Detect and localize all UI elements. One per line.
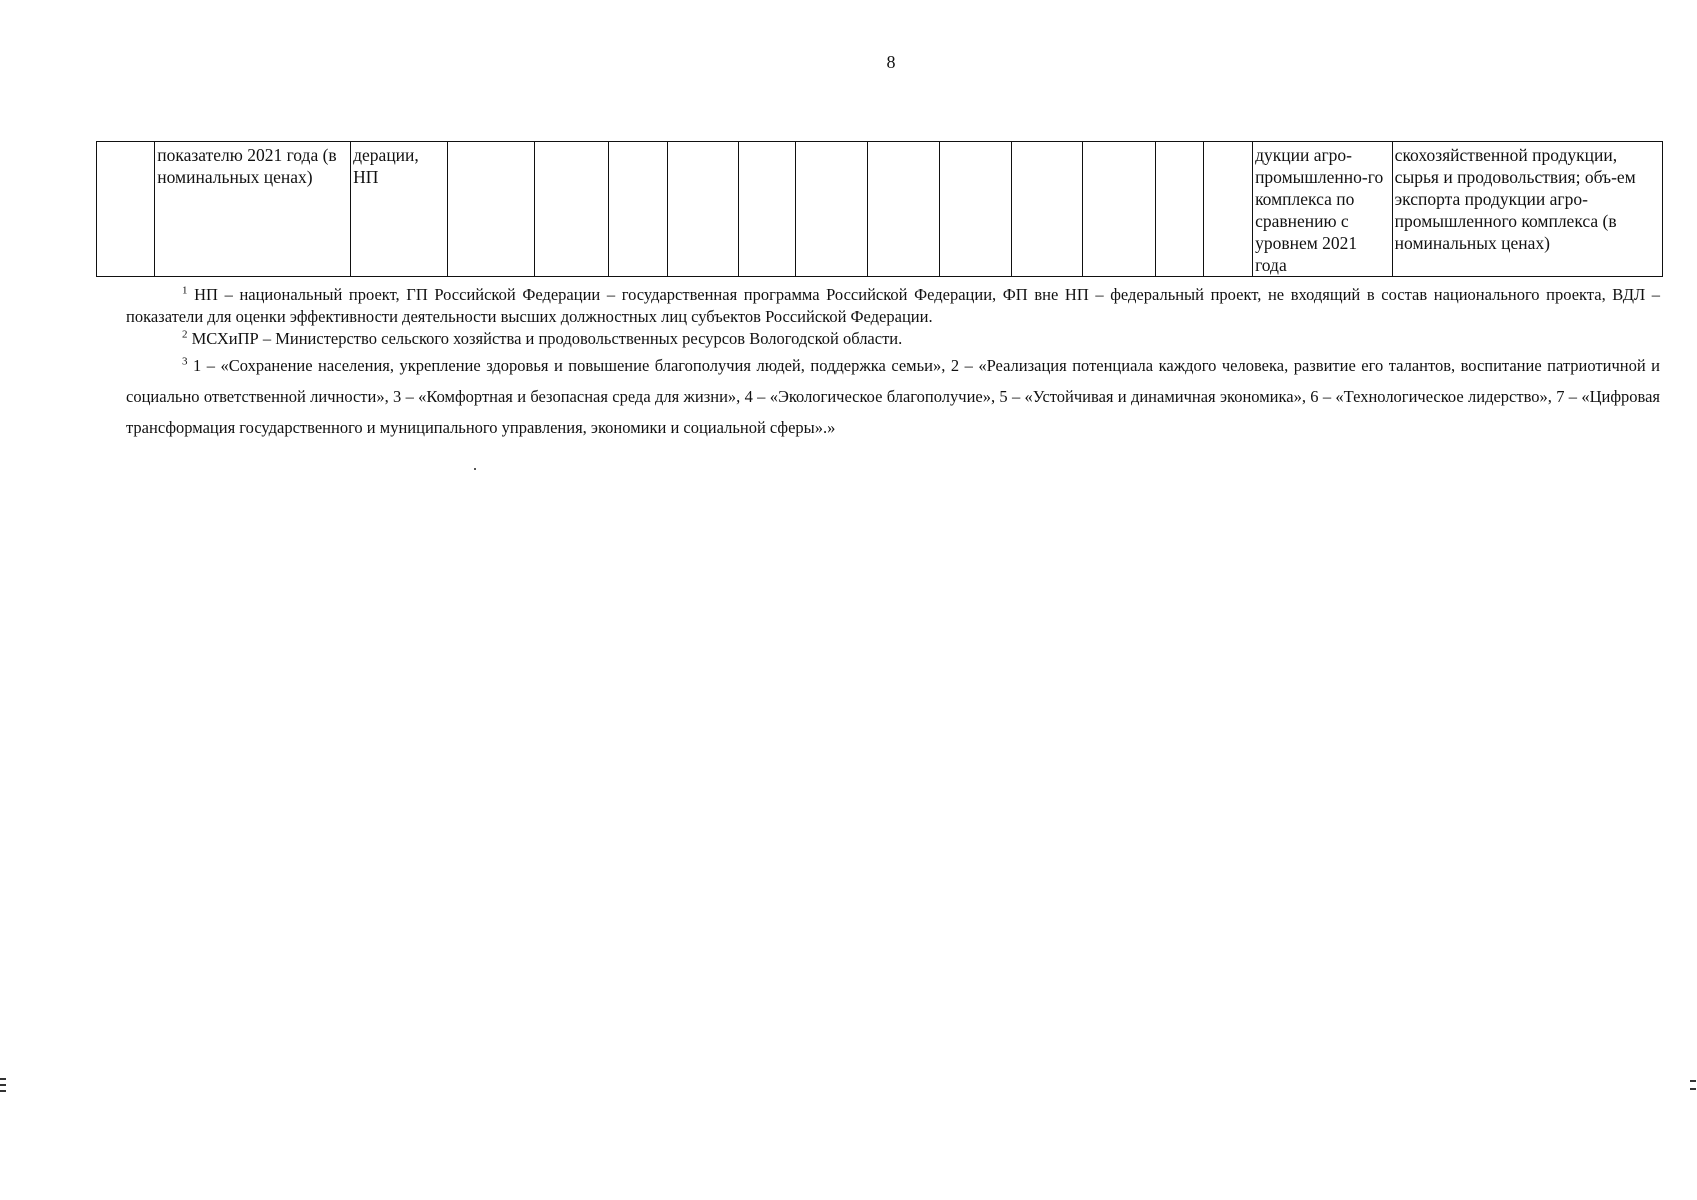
table-cell-year-value bbox=[738, 142, 795, 277]
footnote-text: 1 – «Сохранение населения, укрепление здоровья и повышение благополучия людей, поддержка семьи», 2 – «Реализация потенциала каждого человека, развитие его талантов, воспитание патриотичной и социально ответственной личности», 3 – «Комфортная и безопасная среда для жизни», 4 – «Экологическое благополучие», 5 – «Устойчивая и динамичная экономика», 6 – «Технологическое лидерство», 7 – «Цифровая трансформация государственного и муниципального управления, экономики и социальной сферы».» bbox=[126, 356, 1660, 437]
table-cell-indicator: показателю 2021 года (в номинальных ценах) bbox=[155, 142, 351, 277]
table-cell-level: дерации, НП bbox=[351, 142, 447, 277]
table-cell-year-value bbox=[1012, 142, 1083, 277]
table-cell-unit bbox=[447, 142, 534, 277]
page-number: 8 bbox=[886, 52, 896, 72]
table-cell-information-system: скохозяйственной продукции, сырья и продовольствия; объ-ем экспорта продукции агро-промышленного комплекса (в номинальных ценах) bbox=[1392, 142, 1662, 277]
table-container bbox=[96, 141, 1663, 277]
scan-margin-mark bbox=[0, 1078, 6, 1080]
footnote-text: МСХиПР – Министерство сельского хозяйства и продовольственных ресурсов Вологодской области. bbox=[191, 329, 903, 348]
table-cell-year-value bbox=[939, 142, 1011, 277]
table-cell-linked-indicator: дукции агро-промышленно-го комплекса по сравнению с уровнем 2021 года bbox=[1253, 142, 1393, 277]
scan-speck bbox=[474, 468, 476, 470]
table-cell-base-value bbox=[534, 142, 608, 277]
table-cell-goal bbox=[1203, 142, 1252, 277]
scan-margin-mark bbox=[1690, 1088, 1696, 1090]
table-cell-year-value bbox=[868, 142, 939, 277]
footnote-3 bbox=[126, 350, 1660, 443]
table-cell-responsible bbox=[1155, 142, 1203, 277]
table-cell-year-value bbox=[667, 142, 738, 277]
table-row bbox=[97, 142, 1663, 277]
footnote-text: НП – национальный проект, ГП Российской Федерации – государственная программа Российской Федерации, ФП вне НП – федеральный проект, не входящий в состав национального проекта, ВДЛ – показатели для оценки эффективности деятельности высших должностных лиц субъектов Российской Федерации. bbox=[126, 285, 1661, 326]
footnote-mark: 2 bbox=[182, 328, 188, 341]
table-cell-year-value bbox=[1083, 142, 1155, 277]
footnotes bbox=[126, 284, 1660, 443]
table-cell-number bbox=[97, 142, 155, 277]
scan-margin-mark bbox=[0, 1084, 6, 1086]
scan-margin-mark bbox=[0, 1090, 6, 1092]
table-cell-base-year bbox=[609, 142, 667, 277]
footnote-mark: 1 bbox=[182, 284, 188, 297]
footnote-1 bbox=[126, 284, 1660, 328]
scan-margin-mark bbox=[1690, 1080, 1696, 1082]
data-table bbox=[96, 141, 1663, 277]
table-cell-year-value bbox=[796, 142, 868, 277]
footnote-mark: 3 bbox=[182, 355, 188, 368]
footnote-2 bbox=[126, 328, 1660, 350]
